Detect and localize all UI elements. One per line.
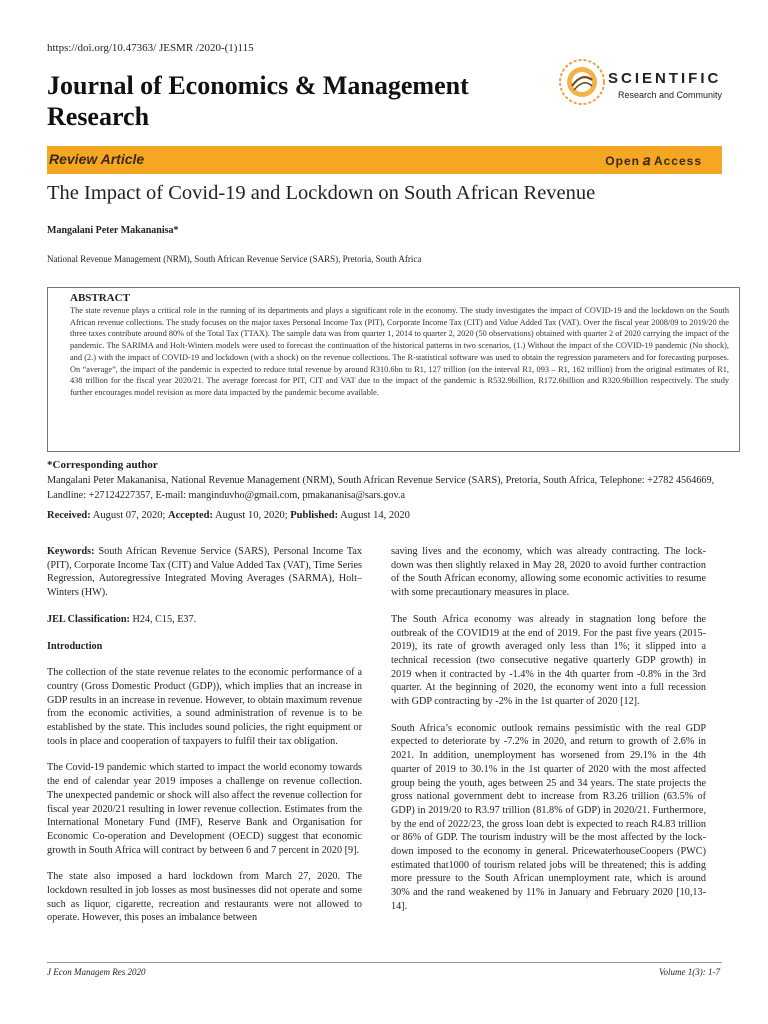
sun-swirl-icon [558,58,606,106]
open-access-label [605,152,702,169]
abstract-text: The state revenue plays a critical role in the running of its departments and plays a significant role in the economy. The study investigates the impact of COVID-19 and the lockdown on the South African revenue collections. The study focuses on the major taxes Personal Income Tax (PIT), Corporate Income Tax (CIT) and Value Added Tax (VAT). Over the fiscal year 2008/09 to 2019/20 the three taxes contribute around 80% of the Total Tax (TTAX). The sample data was from quarter 1, 2014 to quarter 2, 2020 (50 observations) obtained with quarter 2 of 2020 carrying the impact of the pandemic. The SARIMA and Holt-Winters models were used to forecast the continuation of the historical patterns in two scenarios, (1.) Without the impact of the COVID-19 pandemic (No shock), and (2.) with the impact of COVID-19 and lockdown (with a shock) on the revenue collections. The R-statistical software was used to obtain the regression parameters and for forecasting purposes. On “average”, the impact of the pandemic is expected to reduce total revenue by around R310.6bn to R1, 127 trillion (on the interval R1, 093 – R1, 162 trillion) from the original estimates of R1, 438 trillion for the fiscal year 2020/21. The average forecast for PIT, CIT and VAT due to the impact of the pandemic is R532.9billion, R172.6billion and R320.9billion respectively. The study further encourages model revision as more data impacted by the pandemic become available. [70,306,729,397]
footer-volume-pages: Volume 1(3): 1-7 [659,967,720,977]
right-paragraph-3: South Africa’s economic outlook remains pessimistic with the real GDP expected to deteriorate by -7.2% in 2020, and return to growth of 2.6% in 2021. In addition, unemployment has worsened from 29.1% in the 4th quarter of 2019 to 30.1% in the 1st quarter of 2020 with the most affected group being the youth, ages between 25 and 34 years. The state projects the gross national government debt to increase from R3.26 trillion (63.5% of GDP) in 2019/20 to R3.97 trillion (81.8% of GDP) in 2020/21. Furthermore, by the end of 2022/23, the gross loan debt is expected to reach R4.83 trillion or 86% of GDP. The tourism industry will be the most affected by the lock-down imposed to the economy in general. PricewaterhouseCoopers (PWC) estimated that1000 of tourism related jobs will be threatened; this is adding more pressure to the South African unemployment rate, which is around 30% and the rand weakened by 11% in January and February 2020 [10,13-14]. [391,722,706,912]
keywords-text: South African Revenue Service (SARS), Personal Income Tax (PIT), Corporate Income Tax (CIT) and Value Added Tax (VAT), Time Series Regression, Autoregressive Integrated Moving Averages (SARMA), Holt–Winters (HW). [47,546,363,599]
body-column-left [47,545,362,938]
corresponding-author-details: Mangalani Peter Makananisa, National Revenue Management (NRM), South African Revenue Service (SARS), Pretoria, South Africa, Telephone: +2782 4564669, Landline: +27124227357, E-mail: manginduvho@gmail.com, pmakananisa@sars.gov.a [47,475,715,501]
article-type: Review Article [49,151,145,167]
keywords-label: Keywords: [47,546,95,557]
abstract-heading: ABSTRACT [70,292,130,304]
introduction-heading: Introduction [47,640,103,652]
publisher-logo [558,58,728,108]
publisher-name: SCIENTIFIC [608,70,722,87]
corresponding-author-heading: *Corresponding author [47,459,158,471]
accepted-label: Accepted: [168,510,213,521]
publisher-subtitle: Research and Community [618,90,723,100]
published-date: August 14, 2020 [340,510,410,521]
access-word: Access [653,154,702,168]
jel-paragraph [47,613,362,627]
keywords-paragraph [47,545,362,600]
publication-dates [47,510,410,521]
intro-paragraph-2: The Covid-19 pandemic which started to impact the world economy towards the end of calendar year 2019 imposes a challenge on revenue collection. The unexpected pandemic or shock will also affect the revenue collection for fiscal year 2020/21 resulting in lower revenue collection. Estimates from the International Monetary Fund (IMF), Reserve Bank and Organisation for Economic Co-operation and Development (OECD) suggest that economic growth in South Africa will contract by between 6 and 7 percent in 2020 [9]. [47,762,362,856]
open-access-word: Open [605,154,640,168]
jel-codes: H24, C15, E37. [132,613,197,625]
intro-paragraph-3: The state also imposed a hard lockdown from March 27, 2020. The lockdown resulted in job losses as most businesses did not operate and some such as liquor, cigarette, recreation and restaurants were not allowed to operate. However, this poses an imbalance between [47,871,362,924]
author-name: Mangalani Peter Makananisa* [47,225,179,236]
footer-journal-citation: J Econ Managem Res 2020 [47,967,146,977]
footer-divider [47,962,722,963]
body-column-right [391,545,706,927]
accepted-date: August 10, 2020; [215,510,288,521]
author-affiliation: National Revenue Management (NRM), South African Revenue Service (SARS), Pretoria, South Africa [47,254,422,264]
jel-label: JEL Classification: [47,613,130,625]
abstract-box [47,287,740,452]
published-label: Published: [290,510,339,521]
article-title: The Impact of Covid-19 and Lockdown on South African Revenue [47,182,596,204]
right-paragraph-1: saving lives and the economy, which was already contracting. The lock-down was then slightly relaxed in May 28, 2020 to avoid further contraction of the South African economy, allowing some economic activities to resume with some precautionary measures in place. [391,546,706,599]
received-label: Received: [47,510,91,521]
journal-title: Journal of Economics & Management Research [47,71,469,131]
intro-paragraph-1: The collection of the state revenue relates to the economic performance of a country (Gross Domestic Product (GDP)), which implies that an increase in GDP results in an increase in revenue. However, to obtain maximum revenue from the economic activities, a sound administration of revenue is to be established by the state. This includes sound policies, the right equipment or tools in place and cooperation of taxpayers to fulfil their tax obligation. [47,667,362,747]
right-paragraph-2: The South Africa economy was already in stagnation long before the outbreak of the COVID19 at the end of 2019. For the past five years (2015-2019), its rate of growth averaged only less than 1%; it slipped into a technical recession (two consecutive negative quarterly GDP growth) in 2019 when it contracted by -1.4% in the 4th quarter from -0.8% in the 3rd quarter. At the beginning of 2020, the economy went into a full recession with GDP contracting by -2% in the 1st quarter of 2020 [12]. [391,613,706,708]
received-date: August 07, 2020; [92,510,166,521]
open-lock-icon: 𝑎 [642,152,652,168]
doi-link[interactable]: https://doi.org/10.47363/ JESMR /2020-(1)115 [47,42,254,54]
article-type-band [47,146,722,174]
